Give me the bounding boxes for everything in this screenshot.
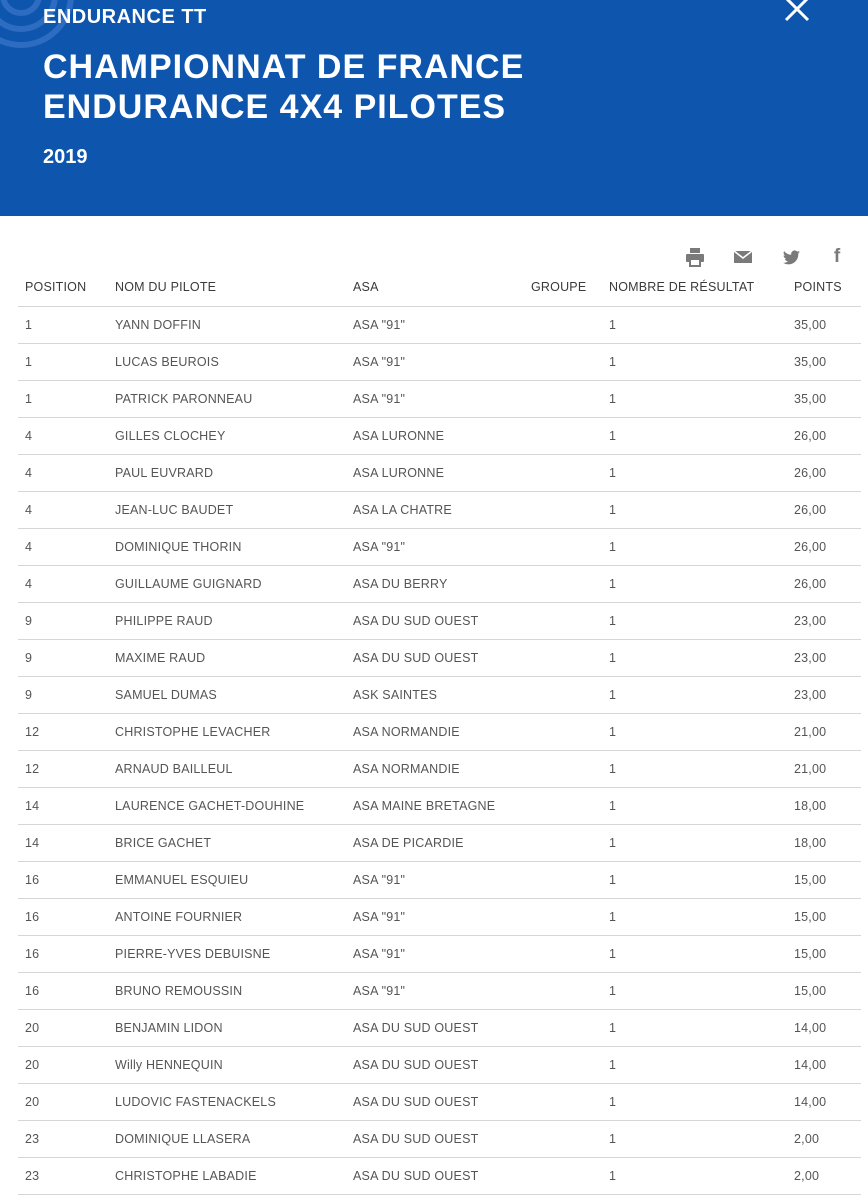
cell-asa: ASA DU SUD OUEST [346,603,524,640]
cell-asa: ASA LURONNE [346,418,524,455]
cell-pilote: ARNAUD BAILLEUL [108,751,346,788]
cell-nombre: 1 [602,677,787,714]
table-row [18,418,861,455]
cell-asa: ASA "91" [346,936,524,973]
cell-position: 20 [18,1010,108,1047]
cell-points: 18,00 [787,825,861,862]
table-row [18,1158,861,1195]
close-icon[interactable] [782,0,812,24]
table-row [18,1084,861,1121]
cell-pilote: GUILLAUME GUIGNARD [108,566,346,603]
column-header-position[interactable]: POSITION [25,280,87,294]
cell-nombre: 1 [602,936,787,973]
table-row [18,1047,861,1084]
cell-pilote: BENJAMIN LIDON [108,1010,346,1047]
cell-asa: ASK SAINTES [346,677,524,714]
cell-position: 23 [18,1121,108,1158]
cell-nombre: 1 [602,566,787,603]
cell-pilote: LUDOVIC FASTENACKELS [108,1084,346,1121]
page-title-line-1: CHAMPIONNAT DE FRANCE [43,48,525,86]
share-toolbar [0,246,868,270]
cell-position: 23 [18,1158,108,1195]
cell-position: 14 [18,788,108,825]
cell-position: 12 [18,751,108,788]
page-header [0,0,868,216]
cell-groupe [524,788,602,825]
cell-asa: ASA DU SUD OUEST [346,1084,524,1121]
table-row [18,973,861,1010]
column-header-nombre[interactable]: NOMBRE DE RÉSULTAT [609,280,755,294]
cell-asa: ASA DU SUD OUEST [346,640,524,677]
cell-nombre: 1 [602,1010,787,1047]
cell-points: 15,00 [787,936,861,973]
cell-groupe [524,862,602,899]
cell-nombre: 1 [602,973,787,1010]
cell-position: 4 [18,492,108,529]
table-row [18,455,861,492]
mail-icon[interactable] [732,246,754,268]
cell-nombre: 1 [602,1084,787,1121]
cell-groupe [524,529,602,566]
table-row [18,640,861,677]
cell-pilote: PHILIPPE RAUD [108,603,346,640]
cell-points: 14,00 [787,1084,861,1121]
cell-position: 16 [18,899,108,936]
cell-groupe [524,751,602,788]
cell-nombre: 1 [602,1047,787,1084]
cell-points: 35,00 [787,307,861,344]
print-icon[interactable] [684,246,706,268]
cell-position: 4 [18,529,108,566]
cell-groupe [524,566,602,603]
cell-nombre: 1 [602,1121,787,1158]
twitter-icon[interactable] [780,246,802,268]
cell-pilote: SAMUEL DUMAS [108,677,346,714]
cell-asa: ASA NORMANDIE [346,751,524,788]
cell-points: 21,00 [787,751,861,788]
cell-position: 4 [18,455,108,492]
cell-pilote: JEAN-LUC BAUDET [108,492,346,529]
cell-pilote: MAXIME RAUD [108,640,346,677]
cell-pilote: DOMINIQUE THORIN [108,529,346,566]
column-header-pilote[interactable]: NOM DU PILOTE [115,280,217,294]
cell-asa: ASA "91" [346,307,524,344]
cell-points: 2,00 [787,1121,861,1158]
cell-groupe [524,307,602,344]
cell-groupe [524,492,602,529]
cell-points: 14,00 [787,1010,861,1047]
cell-nombre: 1 [602,455,787,492]
cell-asa: ASA DU SUD OUEST [346,1010,524,1047]
table-row [18,677,861,714]
cell-pilote: YANN DOFFIN [108,307,346,344]
cell-asa: ASA "91" [346,899,524,936]
cell-groupe [524,1047,602,1084]
category-label: ENDURANCE TT [43,6,207,28]
cell-pilote: PAUL EUVRARD [108,455,346,492]
cell-asa: ASA LURONNE [346,455,524,492]
results-table [18,268,861,1195]
table-row [18,1121,861,1158]
cell-pilote: CHRISTOPHE LABADIE [108,1158,346,1195]
cell-position: 1 [18,307,108,344]
cell-nombre: 1 [602,862,787,899]
cell-groupe [524,640,602,677]
cell-points: 23,00 [787,677,861,714]
cell-nombre: 1 [602,899,787,936]
cell-position: 4 [18,566,108,603]
page-title-line-2: ENDURANCE 4X4 PILOTES [43,88,507,126]
cell-pilote: DOMINIQUE LLASERA [108,1121,346,1158]
table-row [18,492,861,529]
cell-groupe [524,714,602,751]
table-row [18,751,861,788]
cell-groupe [524,899,602,936]
table-row [18,603,861,640]
cell-points: 23,00 [787,603,861,640]
table-row [18,788,861,825]
cell-asa: ASA "91" [346,973,524,1010]
table-row [18,1010,861,1047]
cell-pilote: CHRISTOPHE LEVACHER [108,714,346,751]
cell-groupe [524,344,602,381]
cell-position: 20 [18,1047,108,1084]
cell-position: 1 [18,381,108,418]
cell-position: 1 [18,344,108,381]
cell-nombre: 1 [602,751,787,788]
cell-nombre: 1 [602,603,787,640]
cell-asa: ASA LA CHATRE [346,492,524,529]
cell-points: 26,00 [787,455,861,492]
cell-points: 15,00 [787,862,861,899]
cell-asa: ASA DU BERRY [346,566,524,603]
table-row [18,529,861,566]
column-header-groupe[interactable]: GROUPE [531,280,587,294]
cell-points: 35,00 [787,344,861,381]
cell-nombre: 1 [602,418,787,455]
cell-pilote: GILLES CLOCHEY [108,418,346,455]
cell-position: 14 [18,825,108,862]
cell-pilote: EMMANUEL ESQUIEU [108,862,346,899]
cell-asa: ASA NORMANDIE [346,714,524,751]
table-row [18,566,861,603]
cell-pilote: LAURENCE GACHET-DOUHINE [108,788,346,825]
cell-groupe [524,1121,602,1158]
cell-position: 16 [18,936,108,973]
table-header-row [18,268,861,307]
cell-nombre: 1 [602,788,787,825]
cell-asa: ASA DE PICARDIE [346,825,524,862]
cell-asa: ASA DU SUD OUEST [346,1121,524,1158]
cell-position: 4 [18,418,108,455]
cell-groupe [524,1084,602,1121]
cell-asa: ASA "91" [346,529,524,566]
cell-groupe [524,677,602,714]
cell-position: 20 [18,1084,108,1121]
cell-pilote: LUCAS BEUROIS [108,344,346,381]
cell-pilote: PATRICK PARONNEAU [108,381,346,418]
cell-nombre: 1 [602,381,787,418]
cell-nombre: 1 [602,307,787,344]
cell-position: 16 [18,973,108,1010]
cell-nombre: 1 [602,714,787,751]
cell-groupe [524,381,602,418]
cell-groupe [524,1010,602,1047]
cell-position: 12 [18,714,108,751]
cell-position: 9 [18,640,108,677]
cell-nombre: 1 [602,640,787,677]
cell-pilote: PIERRE-YVES DEBUISNE [108,936,346,973]
facebook-icon[interactable]: f [833,246,841,267]
cell-position: 16 [18,862,108,899]
cell-groupe [524,455,602,492]
table-row [18,381,861,418]
cell-points: 18,00 [787,788,861,825]
cell-points: 26,00 [787,566,861,603]
cell-asa: ASA MAINE BRETAGNE [346,788,524,825]
cell-nombre: 1 [602,529,787,566]
column-header-asa[interactable]: ASA [353,280,379,294]
table-row [18,899,861,936]
cell-pilote: BRUNO REMOUSSIN [108,973,346,1010]
cell-asa: ASA "91" [346,862,524,899]
cell-pilote: Willy HENNEQUIN [108,1047,346,1084]
cell-points: 14,00 [787,1047,861,1084]
column-header-points[interactable]: POINTS [794,280,842,294]
cell-position: 9 [18,677,108,714]
cell-groupe [524,1158,602,1195]
cell-position: 9 [18,603,108,640]
cell-points: 15,00 [787,973,861,1010]
cell-points: 21,00 [787,714,861,751]
cell-groupe [524,973,602,1010]
cell-points: 15,00 [787,899,861,936]
cell-nombre: 1 [602,825,787,862]
table-row [18,344,861,381]
cell-asa: ASA DU SUD OUEST [346,1047,524,1084]
cell-points: 26,00 [787,529,861,566]
cell-groupe [524,418,602,455]
cell-groupe [524,825,602,862]
cell-pilote: BRICE GACHET [108,825,346,862]
table-row [18,307,861,344]
cell-groupe [524,603,602,640]
page-title [43,47,524,127]
table-row [18,714,861,751]
cell-asa: ASA "91" [346,344,524,381]
cell-points: 2,00 [787,1158,861,1195]
cell-nombre: 1 [602,1158,787,1195]
table-row [18,825,861,862]
cell-points: 35,00 [787,381,861,418]
cell-points: 26,00 [787,418,861,455]
table-row [18,936,861,973]
cell-pilote: ANTOINE FOURNIER [108,899,346,936]
cell-groupe [524,936,602,973]
cell-asa: ASA "91" [346,381,524,418]
cell-nombre: 1 [602,344,787,381]
season-year: 2019 [43,146,88,168]
cell-points: 23,00 [787,640,861,677]
cell-points: 26,00 [787,492,861,529]
cell-nombre: 1 [602,492,787,529]
cell-asa: ASA DU SUD OUEST [346,1158,524,1195]
table-row [18,862,861,899]
